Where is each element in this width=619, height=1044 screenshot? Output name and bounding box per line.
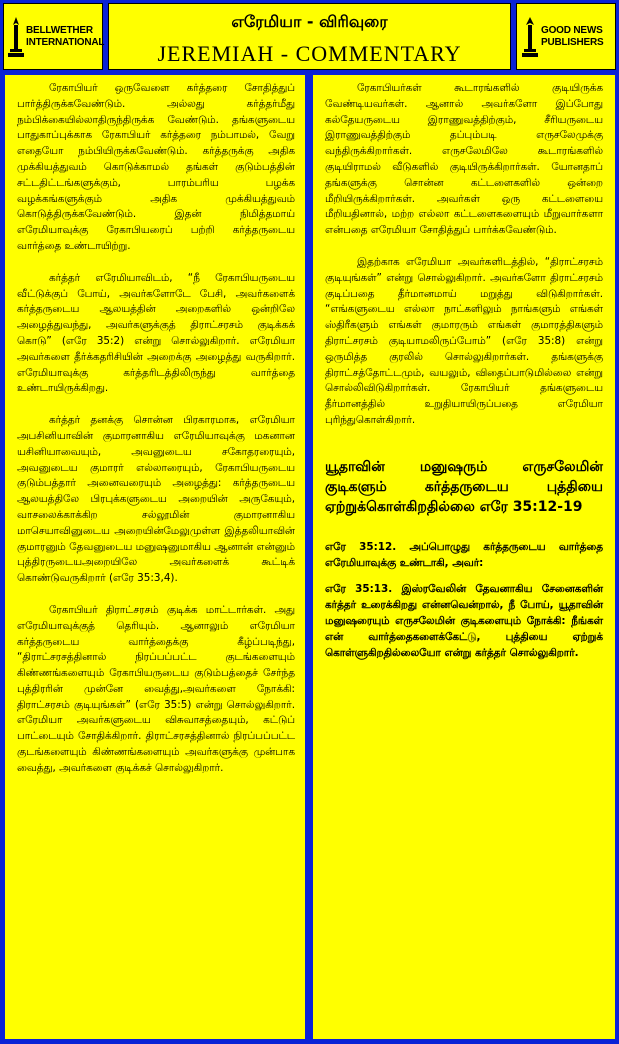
header [3,3,616,70]
paragraph: இதற்காக எரேமியா அவர்களிடத்தில், “திராட்சரசம் குடியுங்கள்” என்று சொல்லுகிறார். அவர்களோ திராட்சரசம் குடிப்பதை தீர்மானமாய் மறுத்து விடுகிறார்கள். “எங்களுடைய எல்லா நாட்களிலும் நாங்களும் எங்கள் ஸ்திரீகளும் எங்கள் குமாரரும் எங்கள் குமாரத்திகளும் திராட்சரசம் குடியாமலிருப்போம்” (எரே 35:8) என்று ஒருமித்த குரலில் சொல்லுகிறார்கள். தங்களுக்கு திராட்சத்தோட்டமும், வயலும், விதைப்பாடுமில்லை என்று சொல்லிவிடுகிறார்கள். ரேகாபியர் தங்களுடைய தீர்மானத்தில் உறுதியாயிருப்பதை எரேமியா புரிந்துகொள்கிறார். [325,255,603,426]
section-heading: யூதாவின் மனுஷரும் எருசலேமின் குடிகளும் கர்த்தருடைய புத்தியை ஏற்றுக்கொள்கிறதில்லை எரே 35:12-19 [325,458,603,515]
page-title-tamil: எரேமியா - விரிவுரை [231,12,388,31]
paragraph: ரேகாபியர்கள் கூடாரங்களில் குடியிருக்க வேண்டியவர்கள். ஆனால் அவர்களோ இப்போது கல்தேயருடைய இராணுவத்திற்கும், சீரியருடைய இராணுவத்திற்கும் தப்பும்படி எருசலேமுக்கு வந்திருக்கிறார்கள். எருசலேமிலே கூடாரங்களில் குடியிராமல் வீடுகளில் குடியிருக்கிறார்கள். யோனதாப் தங்களுக்கு சொன்ன கட்டளைகளில் ஒன்றை மீறியிருக்கிறார்கள். அவர்கள் ஒரு கட்டளையை மீறியதினால், மற்ற எல்லா கட்டளைகளையும் மீறுவார்களா என்பதை எரேமியா சோதித்துப் பார்க்கவேண்டும். [325,82,603,237]
left-column [5,75,305,1039]
bellwether-logo [3,3,103,70]
good-news-logo [516,3,616,70]
right-column [313,75,615,1039]
page-title-english: JEREMIAH - COMMENTARY [157,41,462,66]
right-logo-text: GOOD NEWS PUBLISHERS [541,24,604,48]
torch-icon [521,15,539,59]
verse-text: எரே 35:12. அப்பொழுது கர்த்தருடைய வார்த்தை எரேமியாவுக்கு உண்டாகி, அவர்: [325,540,603,569]
paragraph: ரேகாபியர் ஒருவேளை கர்த்தரை சோதித்துப் பார்த்திருக்கவேண்டும். அல்லது கர்த்தர்மீது நம்பிக்கையில்லாதிருந்திருக்க வேண்டும். தங்களுடைய பாதுகாப்புக்காக ரேகாபியர் கர்த்தரை நம்பாமல், வேறு எதையோ நம்பியிருக்கவேண்டும். கர்த்தருக்கு அதிக முக்கியத்துவம் கொடுக்காமல் தங்கள் குடும்பத்தின் சட்டதிட்டங்களுக்கும், பாரம்பரிய பழக்க வழக்கங்களுக்கும் அதிக முக்கியத்துவம் கொடுத்திருக்கவேண்டும். இதன் நிமித்தமாய் எரேமியாவுக்கு ரேகாபியரைப் பற்றி கர்த்தருடைய வார்த்தை உண்டாயிற்று. [17,82,295,252]
torch-icon [8,15,24,59]
verse-text: எரே 35:13. இஸ்ரவேலின் தேவனாகிய சேனைகளின் கர்த்தர் உரைக்கிறது என்னவென்றால், நீ போய், யூதாவின் மனுஷரையும் எருசலேமின் குடிகளையும் நோக்கி: நீங்கள் என் வார்த்தைகளைக்கேட்டு, புத்தியை ஏற்றுக் கொள்ளுகிறதில்லையோ என்று கர்த்தர் சொல்லுகிறார். [325,582,603,659]
title-banner [108,3,511,70]
paragraph: கர்த்தர் எரேமியாவிடம், “நீ ரேகாபியருடைய வீட்டுக்குப் போய், அவர்களோடே பேசி, அவர்களைக் கர்த்தருடைய ஆலயத்தின் அறைகளில் ஒன்றிலே அழைத்துவந்து, அவர்களுக்குத் திராட்சரசம் குடிக்கக் கொடு” (எரே 35:2) என்று சொல்லுகிறார். எரேமியா அவர்களை தீர்க்கதரிசியின் அறைக்கு அழைத்து வருகிறார். எரேமியாவுக்கு கர்த்தரிடத்திலிருந்து வார்த்தை உண்டாயிருக்கிறது. [17,271,295,395]
paragraph: ரேகாபியர் திராட்சரசம் குடிக்க மாட்டார்கள். அது எரேமியாவுக்குத் தெரியும். ஆனாலும் எரேமியா கர்த்தருடைய வார்த்தைக்கு கீழ்ப்படிந்து, “திராட்சரசத்தினால் நிரப்பப்பட்ட குடங்களையும் கிண்ணங்களையும் ரேகாபியருடைய குடும்பத்தைச் சேர்ந்த புத்திரரின் முன்னே வைத்து,அவர்களை நோக்கி: திராட்சரசம் குடியுங்கள்” (எரே 35:5) என்று சொல்லுகிறார். எரேமியா அவர்களுடைய விசுவாசத்தையும், கட்டுப் பாட்டையும் சோதிக்கிறார். திராட்சரசத்தினால் நிரப்பப்பட்ட குடங்களையும் கிண்ணங்களையும் அவர்களுக்கு முன்பாக வைத்து, அவர்களை குடிக்கச் சொல்லுகிறார். [17,603,295,774]
left-logo-text: BELLWETHER INTERNATIONAL [26,24,105,48]
paragraph: கர்த்தர் தனக்கு சொன்ன பிரகாரமாக, எரேமியா அபசினியாவின் குமாரனாகிய எரேமியாவுக்கு மகனான யசினியாவையும், அவனுடைய சகோதரரையும், அவனுடைய குமாரர் எல்லாரையும், ரேகாபியருடைய குடும்பத்தார் அனைவரையும் அழைத்து: கர்த்தருடைய ஆலயத்திலே பிரபுக்களுடைய அறையின் அருகேயும், வாசலைக்காக்கிற சல்லூமின் குமாரனாகிய மாசெயாவினுடைய அறையின்மேலுமுள்ள இத்தலியாவின் குமாரனும் தேவனுடைய மனுஷனுமாகிய ஆனான் என்னும் புத்திரருடையஅறையிலே அவர்களைக் கூட்டிக் கொண்டுவருகிறார் (எரே 35:3,4). [17,414,295,585]
